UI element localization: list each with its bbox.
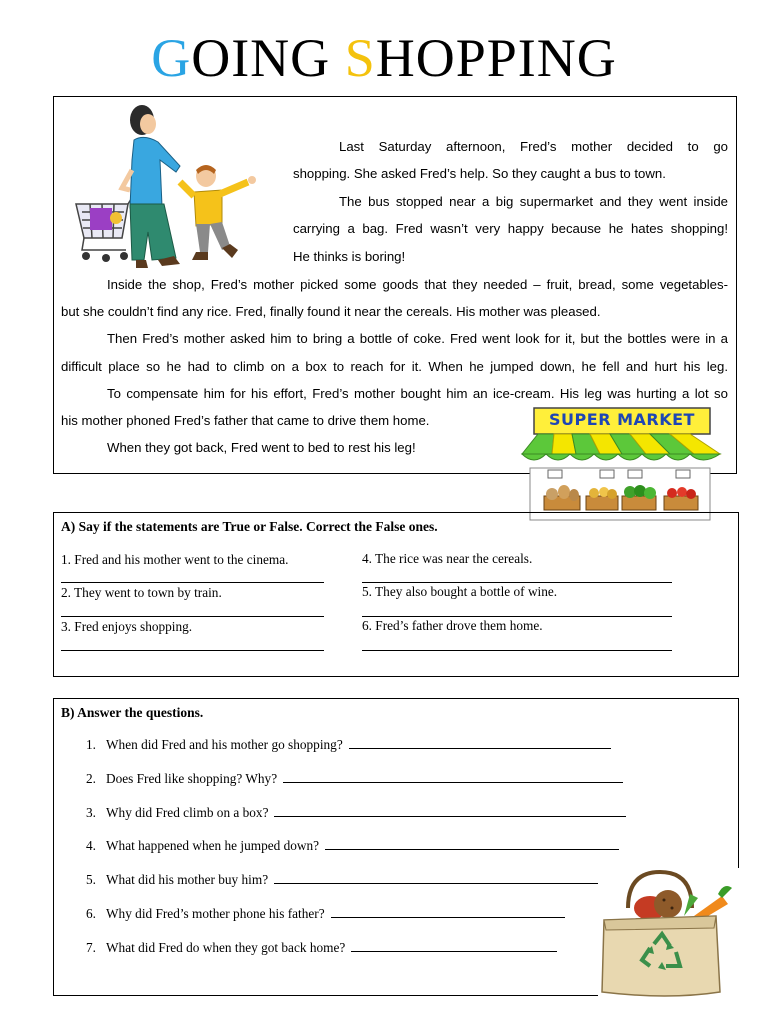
question: 3. Why did Fred climb on a box? — [74, 805, 626, 821]
answer-line[interactable] — [362, 582, 672, 583]
answer-line[interactable] — [274, 816, 626, 817]
question: 1. When did Fred and his mother go shopping? — [74, 737, 611, 753]
story-line: Last Saturday afternoon, Fred’s mother decided to go — [339, 139, 728, 154]
answer-line[interactable] — [61, 616, 324, 617]
question: 2. Does Fred like shopping? Why? — [74, 771, 623, 787]
supermarket-icon — [518, 406, 724, 526]
statement: 2. They went to town by train. — [61, 585, 222, 600]
answer-line[interactable] — [274, 883, 624, 884]
shopping-bag-icon — [598, 868, 740, 1002]
title-letter-g: G — [151, 28, 192, 88]
answer-line[interactable] — [362, 616, 672, 617]
story-line: To compensate him for his effort, Fred’s mother bought him an ice-cream. His leg was hurting a lot so — [107, 386, 728, 401]
story-line: his mother phoned Fred’s father that came to drive them home. — [61, 413, 430, 428]
story-line: but she couldn’t find any rice. Fred, finally found it near the cereals. His mother was pleased. — [61, 304, 601, 319]
answer-line[interactable] — [331, 917, 565, 918]
answer-line[interactable] — [362, 650, 672, 651]
answer-line[interactable] — [61, 582, 324, 583]
statement: 6. Fred’s father drove them home. — [362, 618, 543, 633]
question: 7. What did Fred do when they got back home? — [74, 940, 557, 956]
question: 5. What did his mother buy him? — [74, 872, 624, 888]
story-line: Then Fred’s mother asked him to bring a bottle of coke. Fred went look for it, but the bottles were in a — [107, 331, 728, 346]
answer-line[interactable] — [351, 951, 557, 952]
story-line: When they got back, Fred went to bed to rest his leg! — [107, 440, 416, 455]
statement: 3. Fred enjoys shopping. — [61, 619, 193, 634]
story-line: shopping. She asked Fred’s help. So they caught a bus to town. — [293, 166, 666, 181]
answer-line[interactable] — [349, 748, 611, 749]
story-line: He thinks is boring! — [293, 249, 406, 264]
page-title: GOING SHOPPING — [151, 28, 617, 88]
answer-line[interactable] — [283, 782, 623, 783]
statement: 4. The rice was near the cereals. — [362, 551, 533, 566]
question: 6. Why did Fred’s mother phone his father? — [74, 906, 565, 922]
story-line: The bus stopped near a big supermarket and they went inside — [339, 194, 728, 209]
answer-line[interactable] — [325, 849, 619, 850]
story-line: Inside the shop, Fred’s mother picked some goods that they needed – fruit, bread, some vegetables- — [107, 277, 728, 292]
supermarket-sign: SUPER MARKET — [549, 410, 695, 429]
answer-line[interactable] — [61, 650, 324, 651]
story-line: difficult place so he had to climb on a box to reach for it. When he jumped down, he fell and hurt his leg. — [61, 359, 728, 374]
question: 4. What happened when he jumped down? — [74, 838, 619, 854]
section-b-heading: B) Answer the questions. — [61, 705, 204, 720]
story-line: carrying a bag. Fred wasn’t very happy because he hates shopping! — [293, 221, 728, 236]
section-a-heading: A) Say if the statements are True or False. Correct the False ones. — [61, 519, 438, 534]
title-letter-s: S — [344, 28, 376, 88]
statement: 5. They also bought a bottle of wine. — [362, 584, 558, 599]
statement: 1. Fred and his mother went to the cinema. — [61, 552, 289, 567]
